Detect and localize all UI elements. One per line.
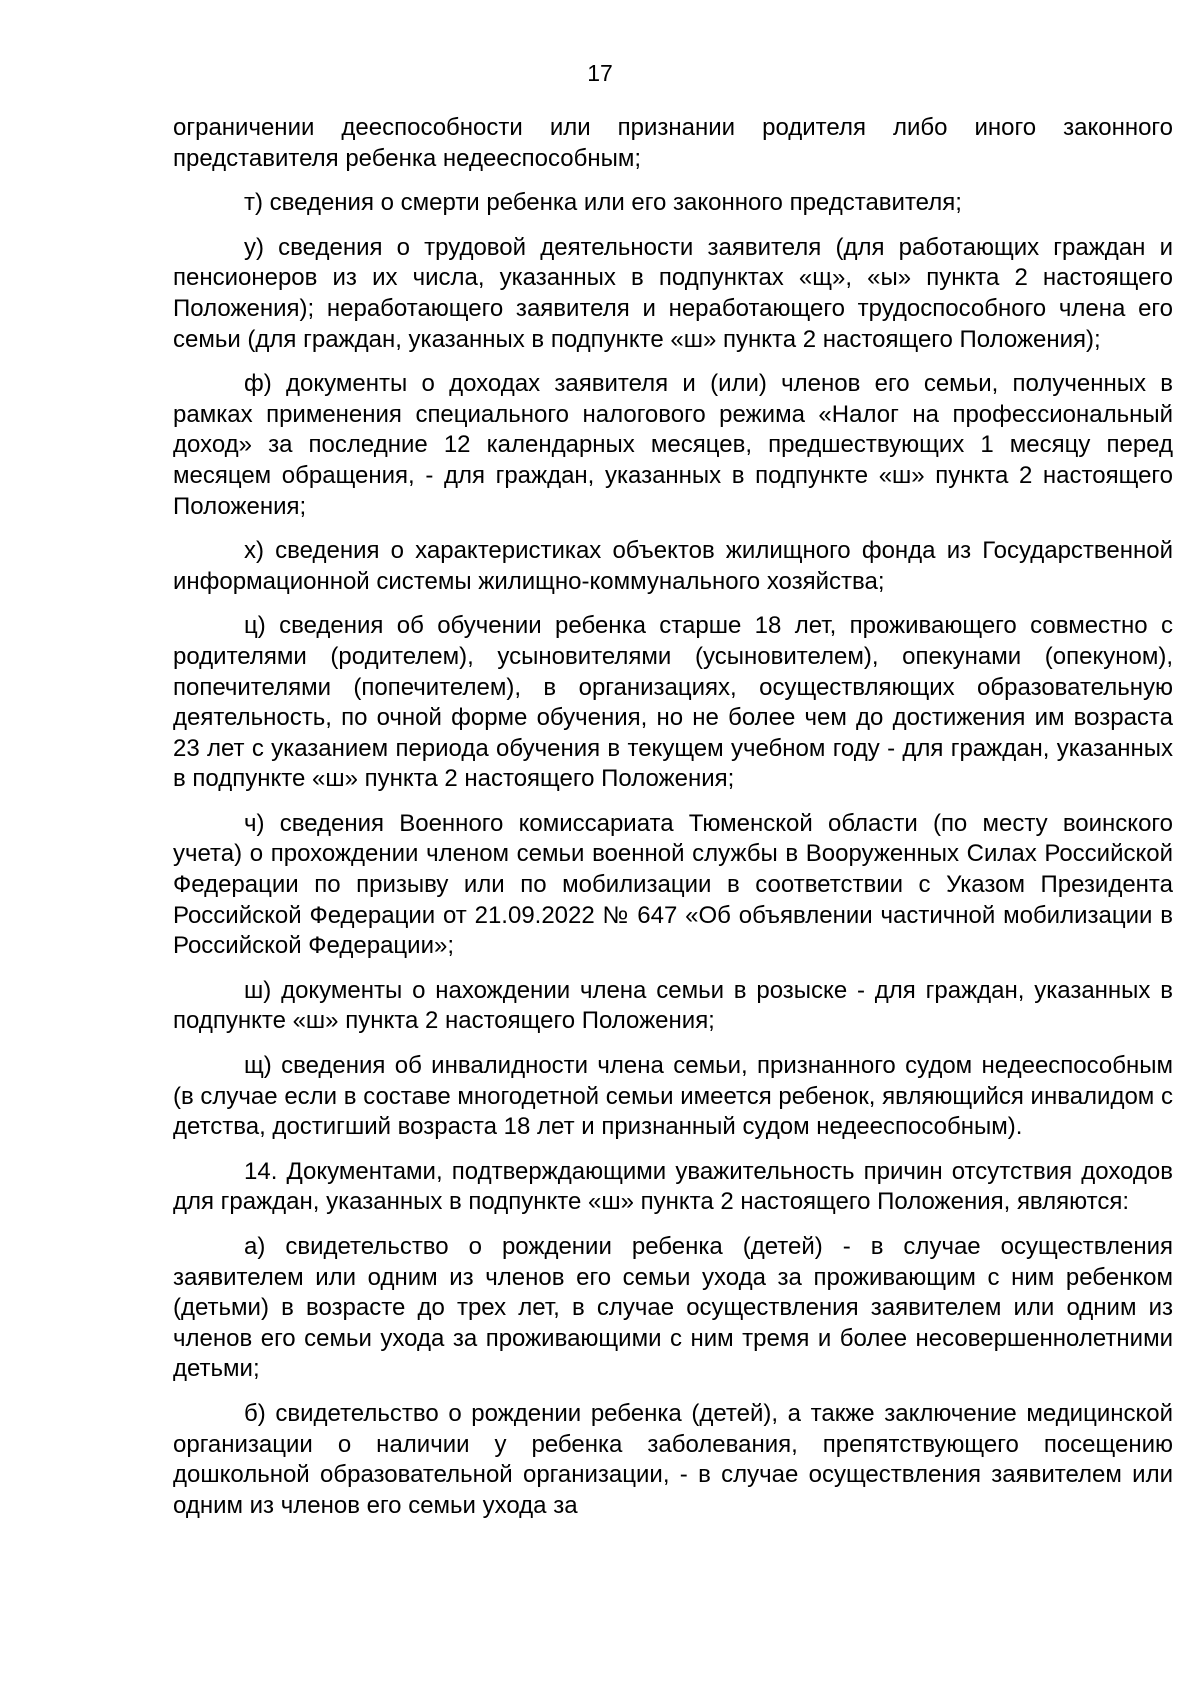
paragraph-item-sh: ш) документы о нахождении члена семьи в розыске - для граждан, указанных в подпункте «ш» пункта 2 настоящего Положения;: [173, 976, 1173, 1035]
paragraph-item-t: т) сведения о смерти ребенка или его законного представителя;: [244, 189, 962, 217]
paragraph-item-ts: ц) сведения об обучении ребенка старше 18 лет, проживающего совместно с родителями (родителем), усыновителями (усыновителем), опекунами (опекуном), попечителями (попечителем), в организациях, осуществляющих образовательную деятельность, по очной форме обучения, но не более чем до достижения им возраста 23 лет с указанием периода обучения в текущем учебном году - для граждан, указанных в подпункте «ш» пункта 2 настоящего Положения;: [173, 612, 1173, 793]
paragraph-item-kh: х) сведения о характеристиках объектов жилищного фонда из Государственной информационной системы жилищно-коммунального хозяйства;: [173, 537, 1173, 595]
paragraph-continuation: ограничении дееспособности или признании родителя либо иного законного представителя ребенка недееспособным;: [173, 114, 1173, 172]
page-number: 17: [587, 60, 613, 86]
paragraph-item-shch: щ) сведения об инвалидности члена семьи, признанного судом недееспособным (в случае если в составе многодетной семьи имеется ребенок, являющийся инвалидом с детства, достигший возраста 18 лет и признанный судом недееспособным).: [173, 1052, 1173, 1141]
paragraph-section-14: 14. Документами, подтверждающими уважительность причин отсутствия доходов для граждан, указанных в подпункте «ш» пункта 2 настоящего Положения, являются:: [173, 1157, 1173, 1216]
paragraph-item-b: б) свидетельство о рождении ребенка (детей), а также заключение медицинской организации о наличии у ребенка заболевания, препятствующего посещению дошкольной образовательной организации, - в случае осуществления заявителем или одним из членов его семьи ухода за: [173, 1399, 1173, 1519]
paragraph-item-ch: ч) сведения Военного комиссариата Тюменской области (по месту воинского учета) о прохождении членом семьи военной службы в Вооруженных Силах Российской Федерации по призыву или по мобилизации в соответствии с Указом Президента Российской Федерации от 21.09.2022 № 647 «Об объявлении частичной мобилизации в Российской Федерации»;: [173, 809, 1173, 960]
paragraph-item-u: у) сведения о трудовой деятельности заявителя (для работающих граждан и пенсионеров из их числа, указанных в подпунктах «щ», «ы» пункта 2 настоящего Положения); неработающего заявителя и неработающего трудоспособного члена его семьи (для граждан, указанных в подпункте «ш» пункта 2 настоящего Положения);: [173, 233, 1173, 353]
paragraph-item-f: ф) документы о доходах заявителя и (или) членов его семьи, полученных в рамках применения специального налогового режима «Налог на профессиональный доход» за последние 12 календарных месяцев, предшествующих 1 месяцу перед месяцем обращения, - для граждан, указанных в подпункте «ш» пункта 2 настоящего Положения;: [173, 370, 1173, 520]
document-body: [173, 113, 1173, 1521]
paragraph-item-a: а) свидетельство о рождении ребенка (детей) - в случае осуществления заявителем или одним из членов его семьи ухода за проживающим с ним ребенком (детьми) в возрасте до трех лет, в случае осуществления заявителем или одним из членов его семьи ухода за проживающими с ним тремя и более несовершеннолетними детьми;: [173, 1233, 1173, 1383]
